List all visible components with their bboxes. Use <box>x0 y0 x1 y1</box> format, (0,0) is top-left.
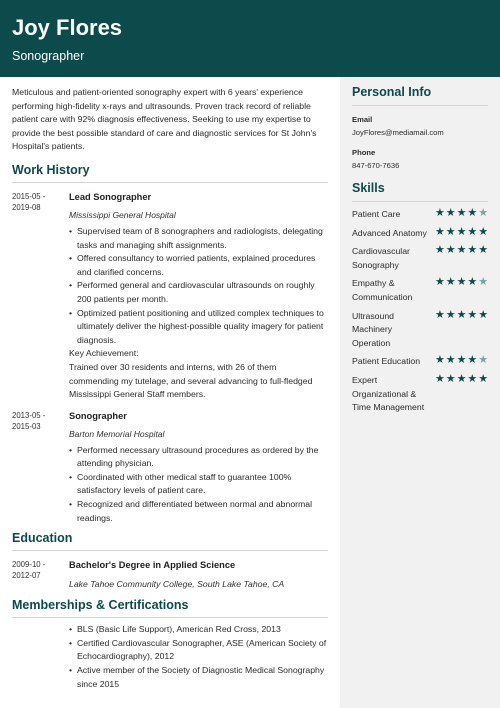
star-filled-icon: ★ <box>467 372 478 385</box>
skills-heading: Skills <box>352 181 488 202</box>
skill-item <box>352 374 488 415</box>
skill-rating <box>435 208 489 221</box>
email-label: Email <box>352 115 373 124</box>
skill-item <box>352 245 488 272</box>
star-filled-icon: ★ <box>467 308 478 321</box>
candidate-name: Joy Flores <box>12 15 123 40</box>
education-date: 2009-10 - 2012-07 <box>12 560 46 581</box>
star-filled-icon: ★ <box>456 308 467 321</box>
work-entry-org: Mississippi General Hospital <box>69 209 176 220</box>
star-filled-icon: ★ <box>445 207 456 219</box>
star-filled-icon: ★ <box>445 276 456 289</box>
list-item: • Certified Cardiovascular Sonographer, ASE (American Society of Echocardiography), 2012 <box>69 637 328 664</box>
education-entry <box>12 559 328 590</box>
skill-name: Cardiovascular Sonography <box>352 246 410 270</box>
candidate-title: Sonographer <box>12 49 85 63</box>
work-entry-bullets <box>69 444 328 526</box>
star-empty-icon: ★ <box>478 207 489 219</box>
star-filled-icon: ★ <box>445 225 456 238</box>
star-empty-icon: ★ <box>478 354 489 367</box>
star-filled-icon: ★ <box>478 244 489 257</box>
star-filled-icon: ★ <box>467 354 478 367</box>
skill-rating <box>435 277 489 290</box>
list-item: • Offered consultancy to worried patients, explained procedures and clarified concerns. <box>69 252 328 279</box>
skill-rating <box>435 227 489 240</box>
list-item: • Recognized and differentiated between normal and abnormal readings. <box>69 498 328 525</box>
star-filled-icon: ★ <box>456 372 467 385</box>
list-item: • Active member of the Society of Diagnostic Medical Sonography since 2015 <box>69 664 328 691</box>
work-entry-bullets <box>69 225 328 347</box>
skill-name: Empathy & Communication <box>352 278 413 302</box>
star-filled-icon: ★ <box>445 244 456 257</box>
star-filled-icon: ★ <box>467 276 478 289</box>
star-filled-icon: ★ <box>478 225 489 238</box>
star-filled-icon: ★ <box>456 354 467 367</box>
skill-rating <box>435 245 489 258</box>
phone-value: 847-670-7636 <box>352 161 400 170</box>
memberships-list-wrap <box>69 623 328 691</box>
list-item: • BLS (Basic Life Support), American Red Cross, 2013 <box>69 623 328 637</box>
star-filled-icon: ★ <box>435 354 445 367</box>
main-column <box>0 77 340 691</box>
work-entry <box>12 410 328 526</box>
work-entry <box>12 191 328 402</box>
skill-item <box>352 310 488 351</box>
phone-label: Phone <box>352 148 376 157</box>
education-heading: Education <box>12 531 328 551</box>
education-degree: Bachelor's Degree in Applied Science <box>69 560 236 571</box>
skill-name: Ultrasound Machinery Operation <box>352 310 395 348</box>
star-filled-icon: ★ <box>478 308 489 321</box>
star-empty-icon: ★ <box>478 276 489 289</box>
star-filled-icon: ★ <box>478 372 489 385</box>
email-value: JoyFlores@mediamail.com <box>352 128 444 137</box>
star-filled-icon: ★ <box>456 225 467 238</box>
education-school: Lake Tahoe Community College, South Lake Tahoe, CA <box>69 579 285 590</box>
star-filled-icon: ★ <box>456 276 467 289</box>
summary-text: Meticulous and patient-oriented sonography expert with 6 years' experience performing high-fidelity x-rays and ultrasounds. Proven track record of reliable patient care with 92% diagnosis effectiveness. Seeking to use my expertise to provide the best possible standard of care and diagnostic services for St John's Hospital's patients. <box>12 87 317 152</box>
skill-name: Patient Care <box>352 209 401 219</box>
work-entry-role: Sonographer <box>69 410 127 421</box>
star-filled-icon: ★ <box>435 372 445 385</box>
achievement-label: Key Achievement: <box>69 348 139 359</box>
memberships-heading: Memberships & Certifications <box>12 598 328 618</box>
star-filled-icon: ★ <box>435 308 445 321</box>
list-item: • Optimized patient positioning and utilized complex techniques to ultimately deliver the highest-possible quality imagery for patient diagnosis. <box>69 307 328 348</box>
memberships-list <box>69 623 328 691</box>
skill-item <box>352 208 488 222</box>
star-filled-icon: ★ <box>445 354 456 367</box>
skill-name: Expert Organizational & Time Management <box>352 374 425 413</box>
star-filled-icon: ★ <box>445 372 456 385</box>
skill-item <box>352 355 488 369</box>
skills-list <box>352 208 488 415</box>
star-filled-icon: ★ <box>445 308 456 321</box>
skill-name: Patient Education <box>352 356 421 367</box>
star-filled-icon: ★ <box>467 207 478 219</box>
work-history-heading: Work History <box>12 163 328 183</box>
work-entry-date: 2013-05 - 2015-03 <box>12 410 46 431</box>
star-filled-icon: ★ <box>435 207 445 219</box>
work-entry-org: Barton Memorial Hospital <box>69 428 165 439</box>
skill-rating <box>435 374 489 387</box>
star-filled-icon: ★ <box>435 225 445 238</box>
skill-item <box>352 227 488 241</box>
resume-header <box>0 0 500 77</box>
skill-item <box>352 277 488 304</box>
star-filled-icon: ★ <box>456 207 467 219</box>
skill-rating <box>435 355 489 368</box>
skill-rating <box>435 310 489 323</box>
achievement-text: Trained over 30 residents and interns, with 26 of them commending my tutelage, and several advancing to full-fledged Mississippi General Staff members. <box>69 361 313 400</box>
work-entry-date: 2015-05 - 2019-08 <box>12 191 46 212</box>
sidebar <box>340 77 500 708</box>
list-item: • Performed necessary ultrasound procedures as ordered by the attending physician. <box>69 444 328 471</box>
list-item: • Supervised team of 8 sonographers and radiologists, delegating tasks and managing shift assignments. <box>69 225 328 252</box>
personal-info-heading: Personal Info <box>352 85 488 106</box>
star-filled-icon: ★ <box>435 276 445 289</box>
work-entry-role: Lead Sonographer <box>69 191 152 202</box>
list-item: • Performed general and cardiovascular ultrasounds on roughly 200 patients per month. <box>69 279 328 306</box>
skill-name: Advanced Anatomy <box>352 227 427 238</box>
star-filled-icon: ★ <box>467 244 478 257</box>
star-filled-icon: ★ <box>467 225 478 238</box>
star-filled-icon: ★ <box>435 244 445 257</box>
list-item: • Coordinated with other medical staff to guarantee 100% satisfactory levels of patient care. <box>69 471 328 498</box>
star-filled-icon: ★ <box>456 244 467 257</box>
